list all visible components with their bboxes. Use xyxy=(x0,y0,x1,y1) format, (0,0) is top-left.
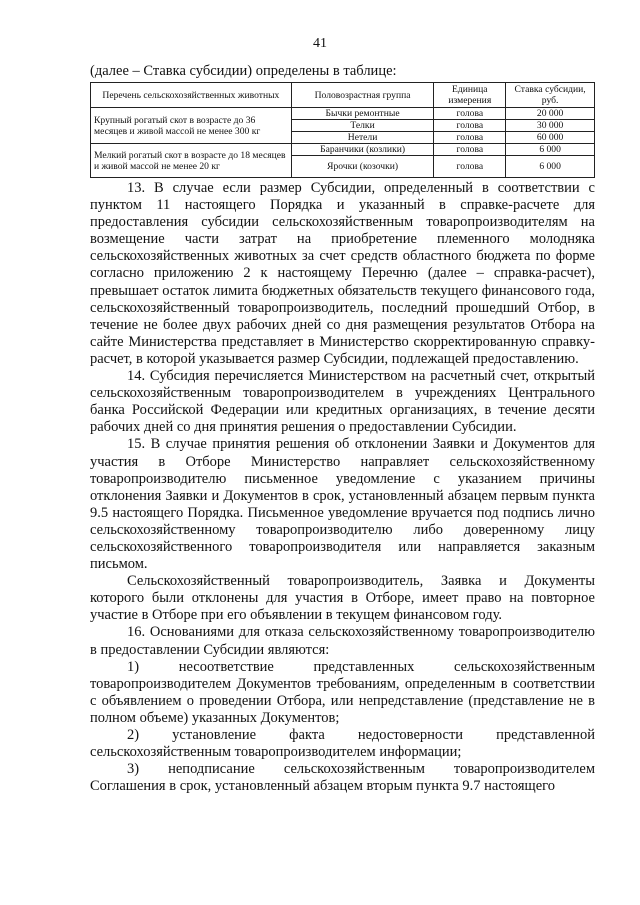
paragraph-14: 14. Субсидия перечисляется Министерством на расчетный счет, открытый сельскохозяйственным товаропроизводителем в учреждениях Центрального банка Российской Федерации или кредитных организациях, в течение десяти рабочих дней со дня принятия решения о предоставлении Субсидии. xyxy=(90,368,595,436)
table-row xyxy=(91,108,595,120)
paragraph-16: 16. Основаниями для отказа сельскохозяйственному товаропроизводителю в предоставлении Субсидии являются: xyxy=(90,624,595,658)
body-text xyxy=(90,180,595,795)
paragraph-16-item-2: 2) установление факта недостоверности представленной сельскохозяйственным товаропроизводителем информации; xyxy=(90,727,595,761)
subsidy-rates-table xyxy=(90,82,595,178)
header-unit: Единица измерения xyxy=(434,83,506,108)
paragraph-16-item-3: 3) неподписание сельскохозяйственным товаропроизводителем Соглашения в срок, установленный абзацем вторым пункта 9.7 настоящего xyxy=(90,761,595,795)
group-cell: Нетели xyxy=(291,132,434,144)
paragraph-13: 13. В случае если размер Субсидии, определенный в соответствии с пунктом 11 настоящего Порядка и указанный в справке-расчете для предоставления субсидии сельскохозяйственным товаропроизводителям на возмещение части затрат на приобретение племенного молодняка сельскохозяйственных животных за счет средств областного бюджета по форме согласно приложению 2 к настоящему Перечню (далее – справка-расчет), превышает остаток лимита бюджетных обязательств текущего финансового года, сельскохозяйственный товаропроизводитель, последний прошедший Отбор, в течение не более двух рабочих дней со дня размещения результатов Отбора на сайте Министерства представляет в Министерство скорректированную справку-расчет, в которой указывается размер Субсидии, подлежащей предоставлению. xyxy=(90,180,595,367)
rate-cell: 60 000 xyxy=(506,132,595,144)
header-animals: Перечень сельскохозяйственных животных xyxy=(91,83,292,108)
page-content xyxy=(90,62,595,795)
paragraph-16-item-1: 1) несоответствие представленных сельскохозяйственным товаропроизводителем Документов требованиям, определенным в соответствии с объявлением о проведении Отбора, или непредставление (представление не в полном объеме) указанных Документов; xyxy=(90,658,595,726)
rate-cell: 6 000 xyxy=(506,144,595,156)
header-age-group: Половозрастная группа xyxy=(291,83,434,108)
table-row xyxy=(91,144,595,156)
table-intro: (далее – Ставка субсидии) определены в таблице: xyxy=(90,63,397,79)
animal-cell-small-cattle: Мелкий рогатый скот в возрасте до 18 месяцев и живой массой не менее 20 кг xyxy=(91,144,292,178)
table-header-row xyxy=(91,83,595,108)
rate-cell: 6 000 xyxy=(506,156,595,178)
page-number: 41 xyxy=(313,36,327,51)
rate-cell: 20 000 xyxy=(506,108,595,120)
group-cell: Ярочки (козочки) xyxy=(291,156,434,178)
rate-cell: 30 000 xyxy=(506,120,595,132)
paragraph-15: 15. В случае принятия решения об отклонении Заявки и Документов для участия в Отборе Министерство направляет сельскохозяйственному товаропроизводителю письменное уведомление с указанием причины отклонения Заявки и Документов в срок, установленный абзацем первым пункта 9.5 настоящего Порядка. Письменное уведомление вручается под подпись лично сельскохозяйственному товаропроизводителю либо доверенному лицу сельскохозяйственного товаропроизводителя или направляется заказным письмом. xyxy=(90,436,595,573)
paragraph-15-continued: Сельскохозяйственный товаропроизводитель, Заявка и Документы которого были отклонены для участия в Отборе, имеет право на повторное участие в Отборе при его объявлении в текущем финансовом году. xyxy=(90,573,595,624)
group-cell: Телки xyxy=(291,120,434,132)
header-rate: Ставка субсидии, руб. xyxy=(506,83,595,108)
group-cell: Баранчики (козлики) xyxy=(291,144,434,156)
unit-cell: голова xyxy=(434,120,506,132)
unit-cell: голова xyxy=(434,132,506,144)
unit-cell: голова xyxy=(434,156,506,178)
unit-cell: голова xyxy=(434,144,506,156)
group-cell: Бычки ремонтные xyxy=(291,108,434,120)
animal-cell-cattle: Крупный рогатый скот в возрасте до 36 месяцев и живой массой не менее 300 кг xyxy=(91,108,292,144)
unit-cell: голова xyxy=(434,108,506,120)
